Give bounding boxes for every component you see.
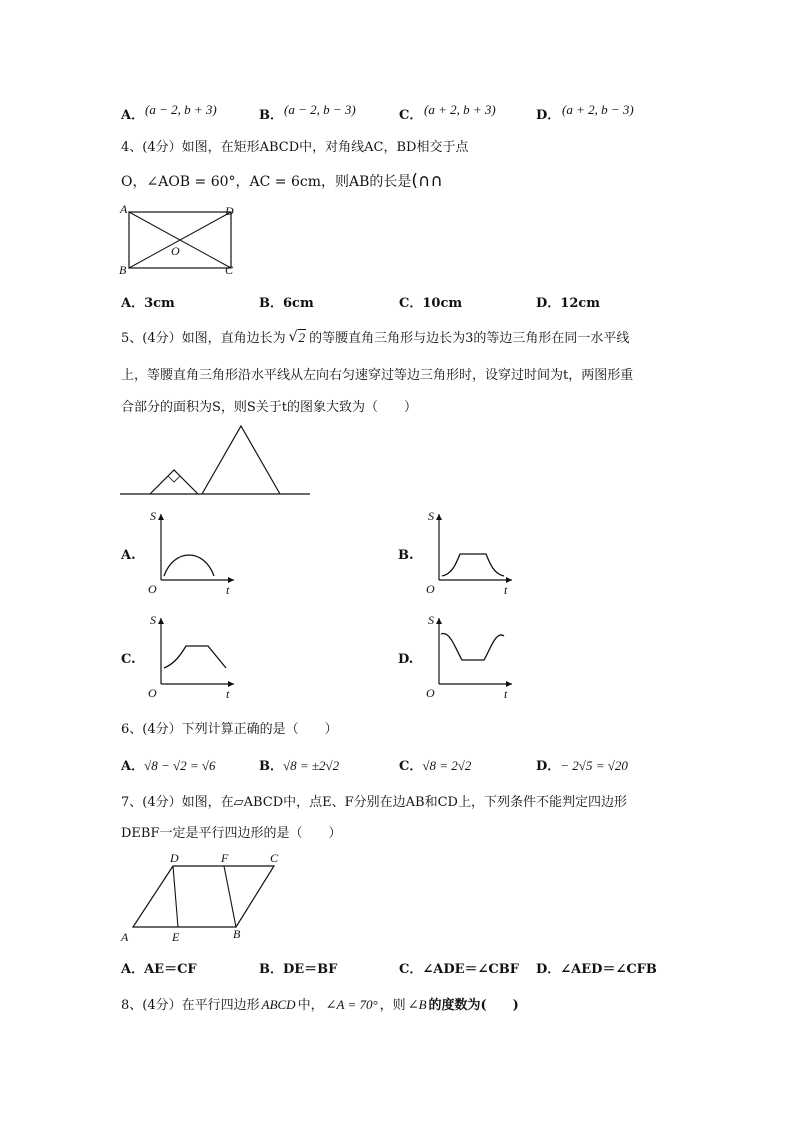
q8-angle-b: ∠B xyxy=(407,997,427,1012)
q7-parallelogram-figure xyxy=(116,848,286,946)
q4-label-d: D xyxy=(225,204,234,218)
q5-graph-c-curve xyxy=(164,646,226,668)
q5-graph-b-s-arrow xyxy=(436,514,442,520)
q3-option-a-label: A． xyxy=(121,108,145,123)
q4-garbled-paren: (∩∩ xyxy=(411,171,443,191)
q7-stem-line2: DEBF一定是平行四边形的是（ ） xyxy=(121,826,342,841)
q7-label-b: B xyxy=(233,927,241,941)
q6-stem: 6、(4分）下列计算正确的是（ ） xyxy=(121,722,338,737)
q3-option-b-label: B． xyxy=(259,108,283,123)
q5-graph-b-o-label: O xyxy=(426,582,435,596)
q4-rectangle-figure xyxy=(116,202,246,280)
q7-option-d: D．∠AED＝∠CFB xyxy=(536,962,657,977)
q5-graph-c xyxy=(146,612,238,702)
q5-option-c-label: C. xyxy=(121,652,136,667)
q5-graph-d-s-arrow xyxy=(436,618,442,624)
q4-option-d: D．12cm xyxy=(536,296,601,311)
q7-parallelogram xyxy=(133,866,274,927)
q4-condition: O，∠AOB = 60°，AC = 6cm，则AB的长是 xyxy=(121,174,412,190)
q5-option-b-label: B. xyxy=(398,548,414,563)
q5-graph-b xyxy=(424,508,516,598)
q5-stem-line1 xyxy=(121,327,629,346)
q4-option-a: A．3cm xyxy=(121,296,175,311)
q5-right-angle-mark xyxy=(168,476,180,482)
q7-label-c: C xyxy=(270,851,279,865)
q4-label-a: A xyxy=(120,202,128,216)
q8-abcd: ABCD xyxy=(261,997,296,1012)
q4-stem-line1: 4、(4分）如图，在矩形ABCD中，对角线AC，BD相交于点 xyxy=(121,140,469,155)
q4-label-c: C xyxy=(225,263,234,277)
q5-stem-line2: 上，等腰直角三角形沿水平线从左向右匀速穿过等边三角形时，设穿过时间为t，两图形重 xyxy=(121,368,634,383)
q7-stem-line1: 7、(4分）如图，在▱ABCD中，点E、F分别在边AB和CD上，下列条件不能判定四边形 xyxy=(121,795,627,810)
q5-graph-c-o-label: O xyxy=(148,686,157,700)
q5-graph-a xyxy=(146,508,238,598)
q7-label-a: A xyxy=(121,930,129,944)
q5-option-d-label: D. xyxy=(398,652,414,667)
q4-option-c: C．10cm xyxy=(399,296,463,311)
q5-graph-c-s-label: S xyxy=(150,613,156,627)
q7-label-e: E xyxy=(172,930,180,944)
q3-option-b-value: (a − 2, b − 3) xyxy=(284,102,356,117)
q8-angle-a: ∠A = 70° xyxy=(325,997,378,1012)
q5-graph-a-curve xyxy=(164,555,214,576)
q5-graph-a-s-label: S xyxy=(150,509,156,523)
q5-graph-d-s-label: S xyxy=(428,613,434,627)
q3-option-d-value: (a + 2, b − 3) xyxy=(562,102,634,117)
q7-segment-bf xyxy=(224,866,236,927)
q5-stem-part1: 5、(4分）如图，直角边长为 xyxy=(121,331,286,346)
q5-graph-c-t-label: t xyxy=(226,687,230,701)
q6-option-d: D．− 2√5 = √20 xyxy=(536,758,628,774)
q7-option-b: B．DE＝BF xyxy=(259,962,338,977)
q6-option-c: C．√8 = 2√2 xyxy=(399,758,472,774)
q5-sqrt: √ 2 xyxy=(288,329,306,345)
q3-option-d-label: D． xyxy=(536,108,561,123)
q7-segment-de xyxy=(173,866,178,927)
q3-option-a-value: (a − 2, b + 3) xyxy=(145,102,217,117)
q4-label-b: B xyxy=(119,263,127,277)
q7-option-c: C．∠ADE＝∠CBF xyxy=(399,962,519,977)
q3-option-c-label: C． xyxy=(399,108,423,123)
q5-graph-d-t-label: t xyxy=(504,687,508,701)
q5-stem-line3: 合部分的面积为S，则S关于t的图象大致为（ ） xyxy=(121,400,418,415)
q5-graph-d xyxy=(424,612,516,702)
q5-graph-b-t-label: t xyxy=(504,583,508,597)
q5-graph-d-curve xyxy=(441,633,504,660)
q5-graph-a-t-label: t xyxy=(226,583,230,597)
q7-option-a: A．AE＝CF xyxy=(121,962,197,977)
q5-graph-c-s-arrow xyxy=(158,618,164,624)
q5-triangles-figure xyxy=(118,420,314,498)
q7-label-d: D xyxy=(170,851,179,865)
q6-option-a: A．√8 − √2 = √6 xyxy=(121,758,216,774)
q5-graph-b-s-label: S xyxy=(428,509,434,523)
q5-graph-d-o-label: O xyxy=(426,686,435,700)
q4-option-b: B．6cm xyxy=(259,296,314,311)
q5-graph-b-curve xyxy=(442,554,504,576)
q5-graph-a-o-label: O xyxy=(148,582,157,596)
q7-label-f: F xyxy=(221,851,229,865)
q6-option-b: B．√8 = ±2√2 xyxy=(259,758,340,774)
q3-option-c-value: (a + 2, b + 3) xyxy=(424,102,496,117)
q4-stem-line2 xyxy=(121,171,443,191)
q5-graph-a-s-arrow xyxy=(158,514,164,520)
q5-stem-part2: 的等腰直角三角形与边长为3的等边三角形在同一水平线 xyxy=(309,331,630,346)
q5-option-a-label: A. xyxy=(121,548,136,563)
q5-equilateral-triangle xyxy=(202,426,280,494)
q8-stem: 8、(4分）在平行四边形 ABCD 中， ∠A = 70° ，则 ∠B 的度数为( ) xyxy=(121,997,519,1013)
q4-label-o: O xyxy=(171,244,180,258)
